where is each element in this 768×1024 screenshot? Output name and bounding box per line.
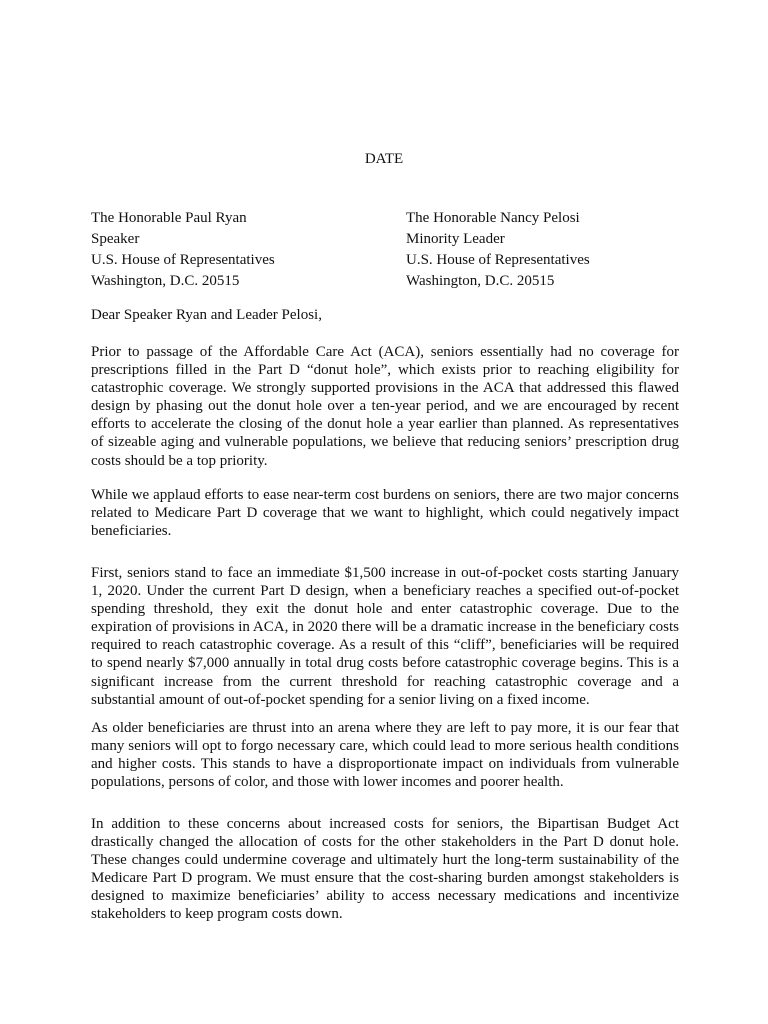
letter-date: DATE bbox=[364, 151, 404, 167]
recipient-office: U.S. House of Representatives bbox=[406, 252, 590, 268]
recipient-city: Washington, D.C. 20515 bbox=[91, 273, 240, 289]
recipient-city: Washington, D.C. 20515 bbox=[406, 273, 555, 289]
recipient-address-left bbox=[91, 208, 275, 292]
body-paragraph-2: While we applaud efforts to ease near-term cost burdens on seniors, there are two major concerns related to Medicare Part D coverage that we want to highlight, which could negatively impact beneficiaries. bbox=[91, 487, 679, 540]
body-paragraph-1: Prior to passage of the Affordable Care Act (ACA), seniors essentially had no coverage for prescriptions filled in the Part D “donut hole”, which exists prior to reaching eligibility for catastrophic coverage. We strongly supported provisions in the ACA that addressed this flawed design by phasing out the donut hole over a ten-year period, and we are encouraged by recent efforts to accelerate the closing of the donut hole a year earlier than planned. As representatives of sizeable aging and vulnerable populations, we believe that reducing seniors’ prescription drug costs should be a top priority. bbox=[91, 344, 679, 469]
recipient-title: Speaker bbox=[91, 231, 140, 247]
salutation: Dear Speaker Ryan and Leader Pelosi, bbox=[91, 307, 322, 323]
body-paragraph-4: As older beneficiaries are thrust into an arena where they are left to pay more, it is our fear that many seniors will opt to forgo necessary care, which could lead to more serious health conditions and higher costs. This stands to have a disproportionate impact on individuals from vulnerable populations, persons of color, and those with lower incomes and poorer health. bbox=[91, 720, 679, 791]
recipient-address-right bbox=[406, 208, 590, 292]
recipient-title: Minority Leader bbox=[406, 231, 505, 247]
recipient-name: The Honorable Paul Ryan bbox=[91, 210, 247, 226]
recipient-office: U.S. House of Representatives bbox=[91, 252, 275, 268]
body-paragraph-3: First, seniors stand to face an immediate $1,500 increase in out-of-pocket costs starting January 1, 2020. Under the current Part D design, when a beneficiary reaches a specified out-of-pocket spending threshold, they exit the donut hole and enter catastrophic coverage. Due to the expiration of provisions in ACA, in 2020 there will be a dramatic increase in the beneficiary costs required to reach catastrophic coverage. As a result of this “cliff”, beneficiaries will be required to spend nearly $7,000 annually in total drug costs before catastrophic coverage begins. This is a significant increase from the current threshold for reaching catastrophic coverage and a substantial amount of out-of-pocket spending for a senior living on a fixed income. bbox=[91, 565, 679, 708]
body-paragraph-5: In addition to these concerns about increased costs for seniors, the Bipartisan Budget Act drastically changed the allocation of costs for the other stakeholders in the Part D donut hole. These changes could undermine coverage and ultimately hurt the long-term sustainability of the Medicare Part D program. We must ensure that the cost-sharing burden amongst stakeholders is designed to maximize beneficiaries’ ability to access necessary medications and incentivize stakeholders to keep program costs down. bbox=[91, 816, 679, 923]
recipient-name: The Honorable Nancy Pelosi bbox=[406, 210, 580, 226]
